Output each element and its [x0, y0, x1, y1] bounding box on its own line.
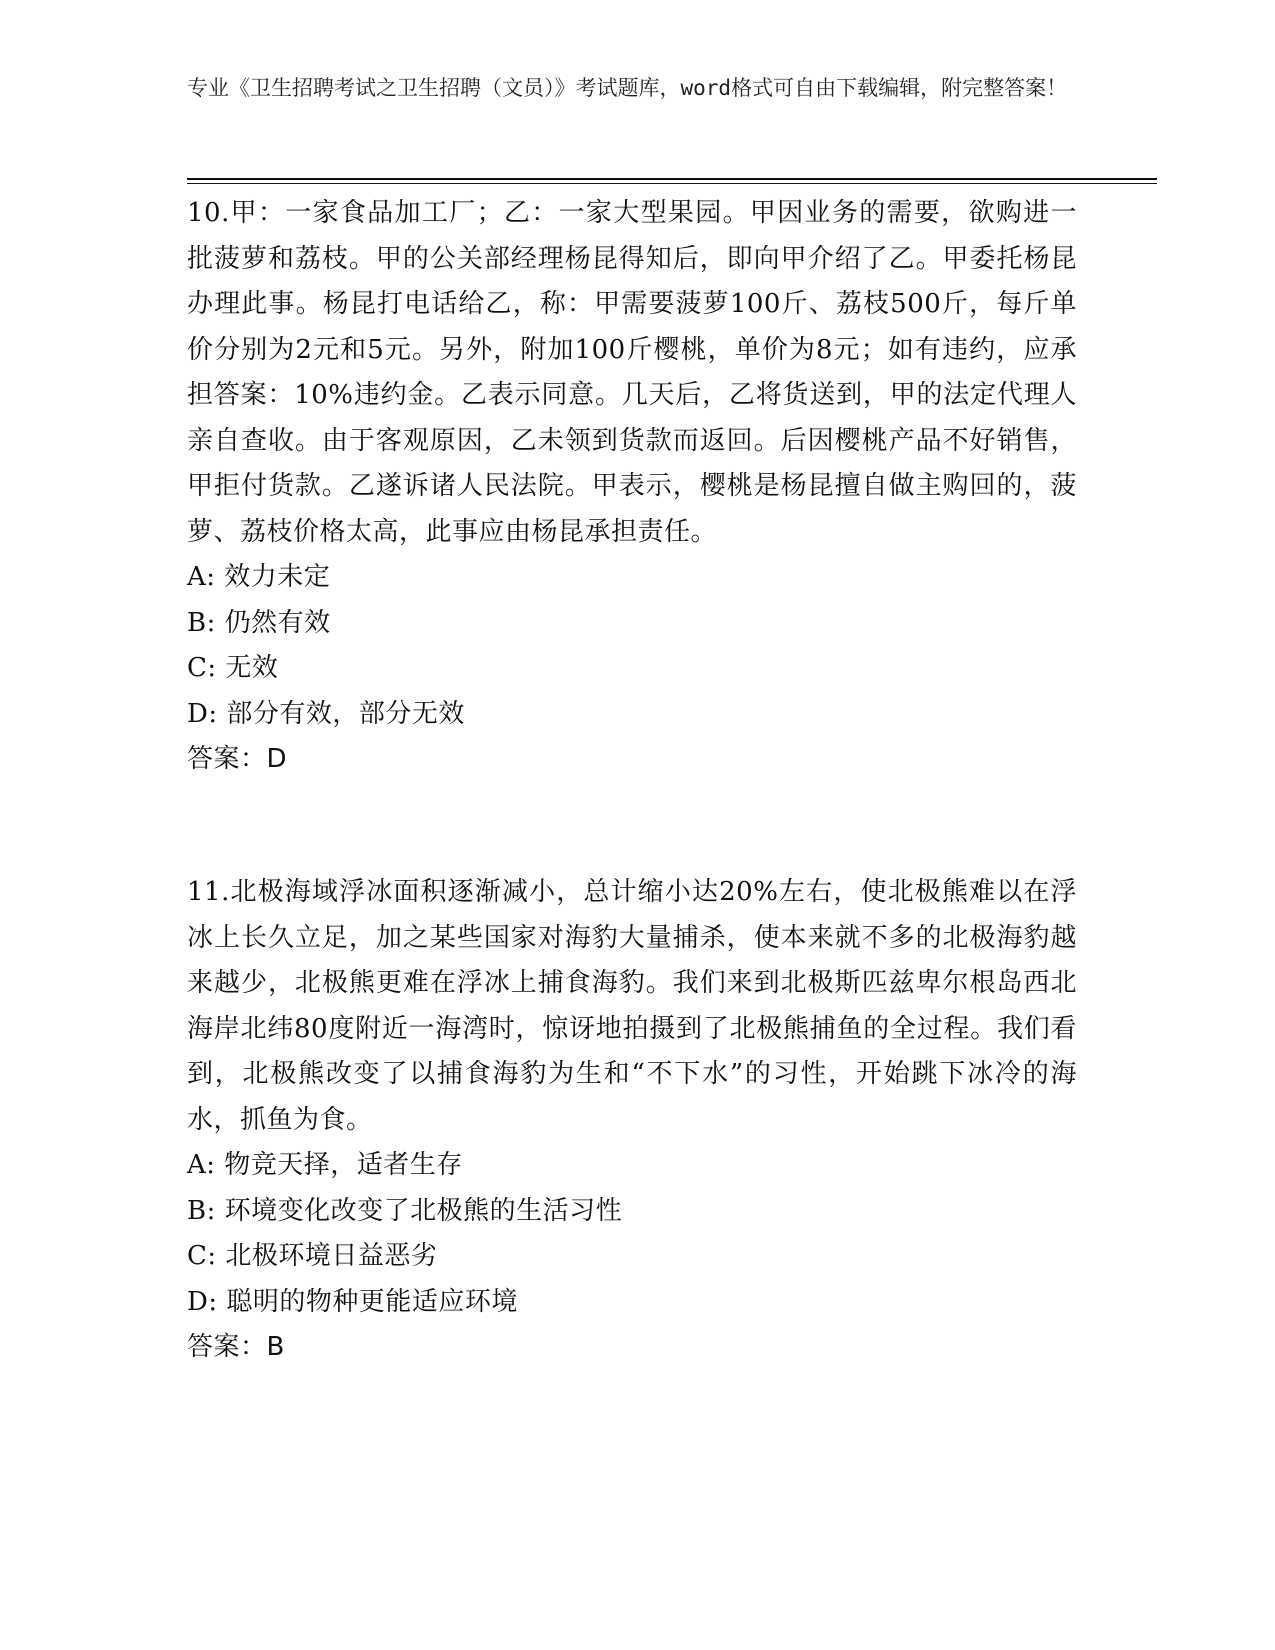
option-d: D: 聪明的物种更能适应环境 — [187, 1286, 518, 1317]
option-d: D: 部分有效，部分无效 — [187, 698, 465, 729]
question-stem: 10.甲：一家食品加工厂；乙：一家大型果园。甲因业务的需要，欲购进一批菠萝和荔枝。甲的公关部经理杨昆得知后，即向甲介绍了乙。甲委托杨昆办理此事。杨昆打电话给乙，称：甲需要菠萝100斤、荔枝500斤，每斤单价分别为2元和5元。另外，附加100斤樱桃，单价为8元；如有违约，应承担答案：10%违约金。乙表示同意。几天后，乙将货送到，甲的法定代理人亲自查收。由于客观原因，乙未领到货款而返回。后因樱桃产品不好销售，甲拒付货款。乙遂诉诸人民法院。甲表示，樱桃是杨昆擅自做主购回的，菠萝、荔枝价格太高，此事应由杨昆承担责任。 — [187, 198, 1077, 547]
option-a: A: 效力未定 — [187, 562, 331, 592]
question-11 — [187, 870, 1077, 1370]
document-header: 专业《卫生招聘考试之卫生招聘（文员）》考试题库，word格式可自由下载编辑，附完整答案！ — [187, 76, 1068, 100]
option-c: C: 无效 — [187, 653, 279, 683]
option-b: B: 仍然有效 — [187, 607, 331, 638]
option-a: A: 物竞天择，适者生存 — [187, 1150, 463, 1180]
answer-line: 答案：D — [187, 744, 288, 774]
option-c: C: 北极环境日益恶劣 — [187, 1241, 438, 1271]
option-b: B: 环境变化改变了北极熊的生活习性 — [187, 1195, 623, 1226]
question-stem: 11.北极海域浮冰面积逐渐减小，总计缩小达20%左右，使北极熊难以在浮冰上长久立足，加之某些国家对海豹大量捕杀，使本来就不多的北极海豹越来越少，北极熊更难在浮冰上捕食海豹。我们来到北极斯匹兹卑尔根岛西北海岸北纬80度附近一海湾时，惊讶地拍摄到了北极熊捕鱼的全过程。我们看到，北极熊改变了以捕食海豹为生和“不下水”的习性，开始跳下冰冷的海水，抓鱼为食。 — [187, 877, 1077, 1135]
header-divider-thick — [187, 178, 1157, 180]
answer-line: 答案：B — [187, 1332, 285, 1362]
question-10 — [187, 191, 1077, 782]
header-divider-thin — [187, 183, 1157, 184]
